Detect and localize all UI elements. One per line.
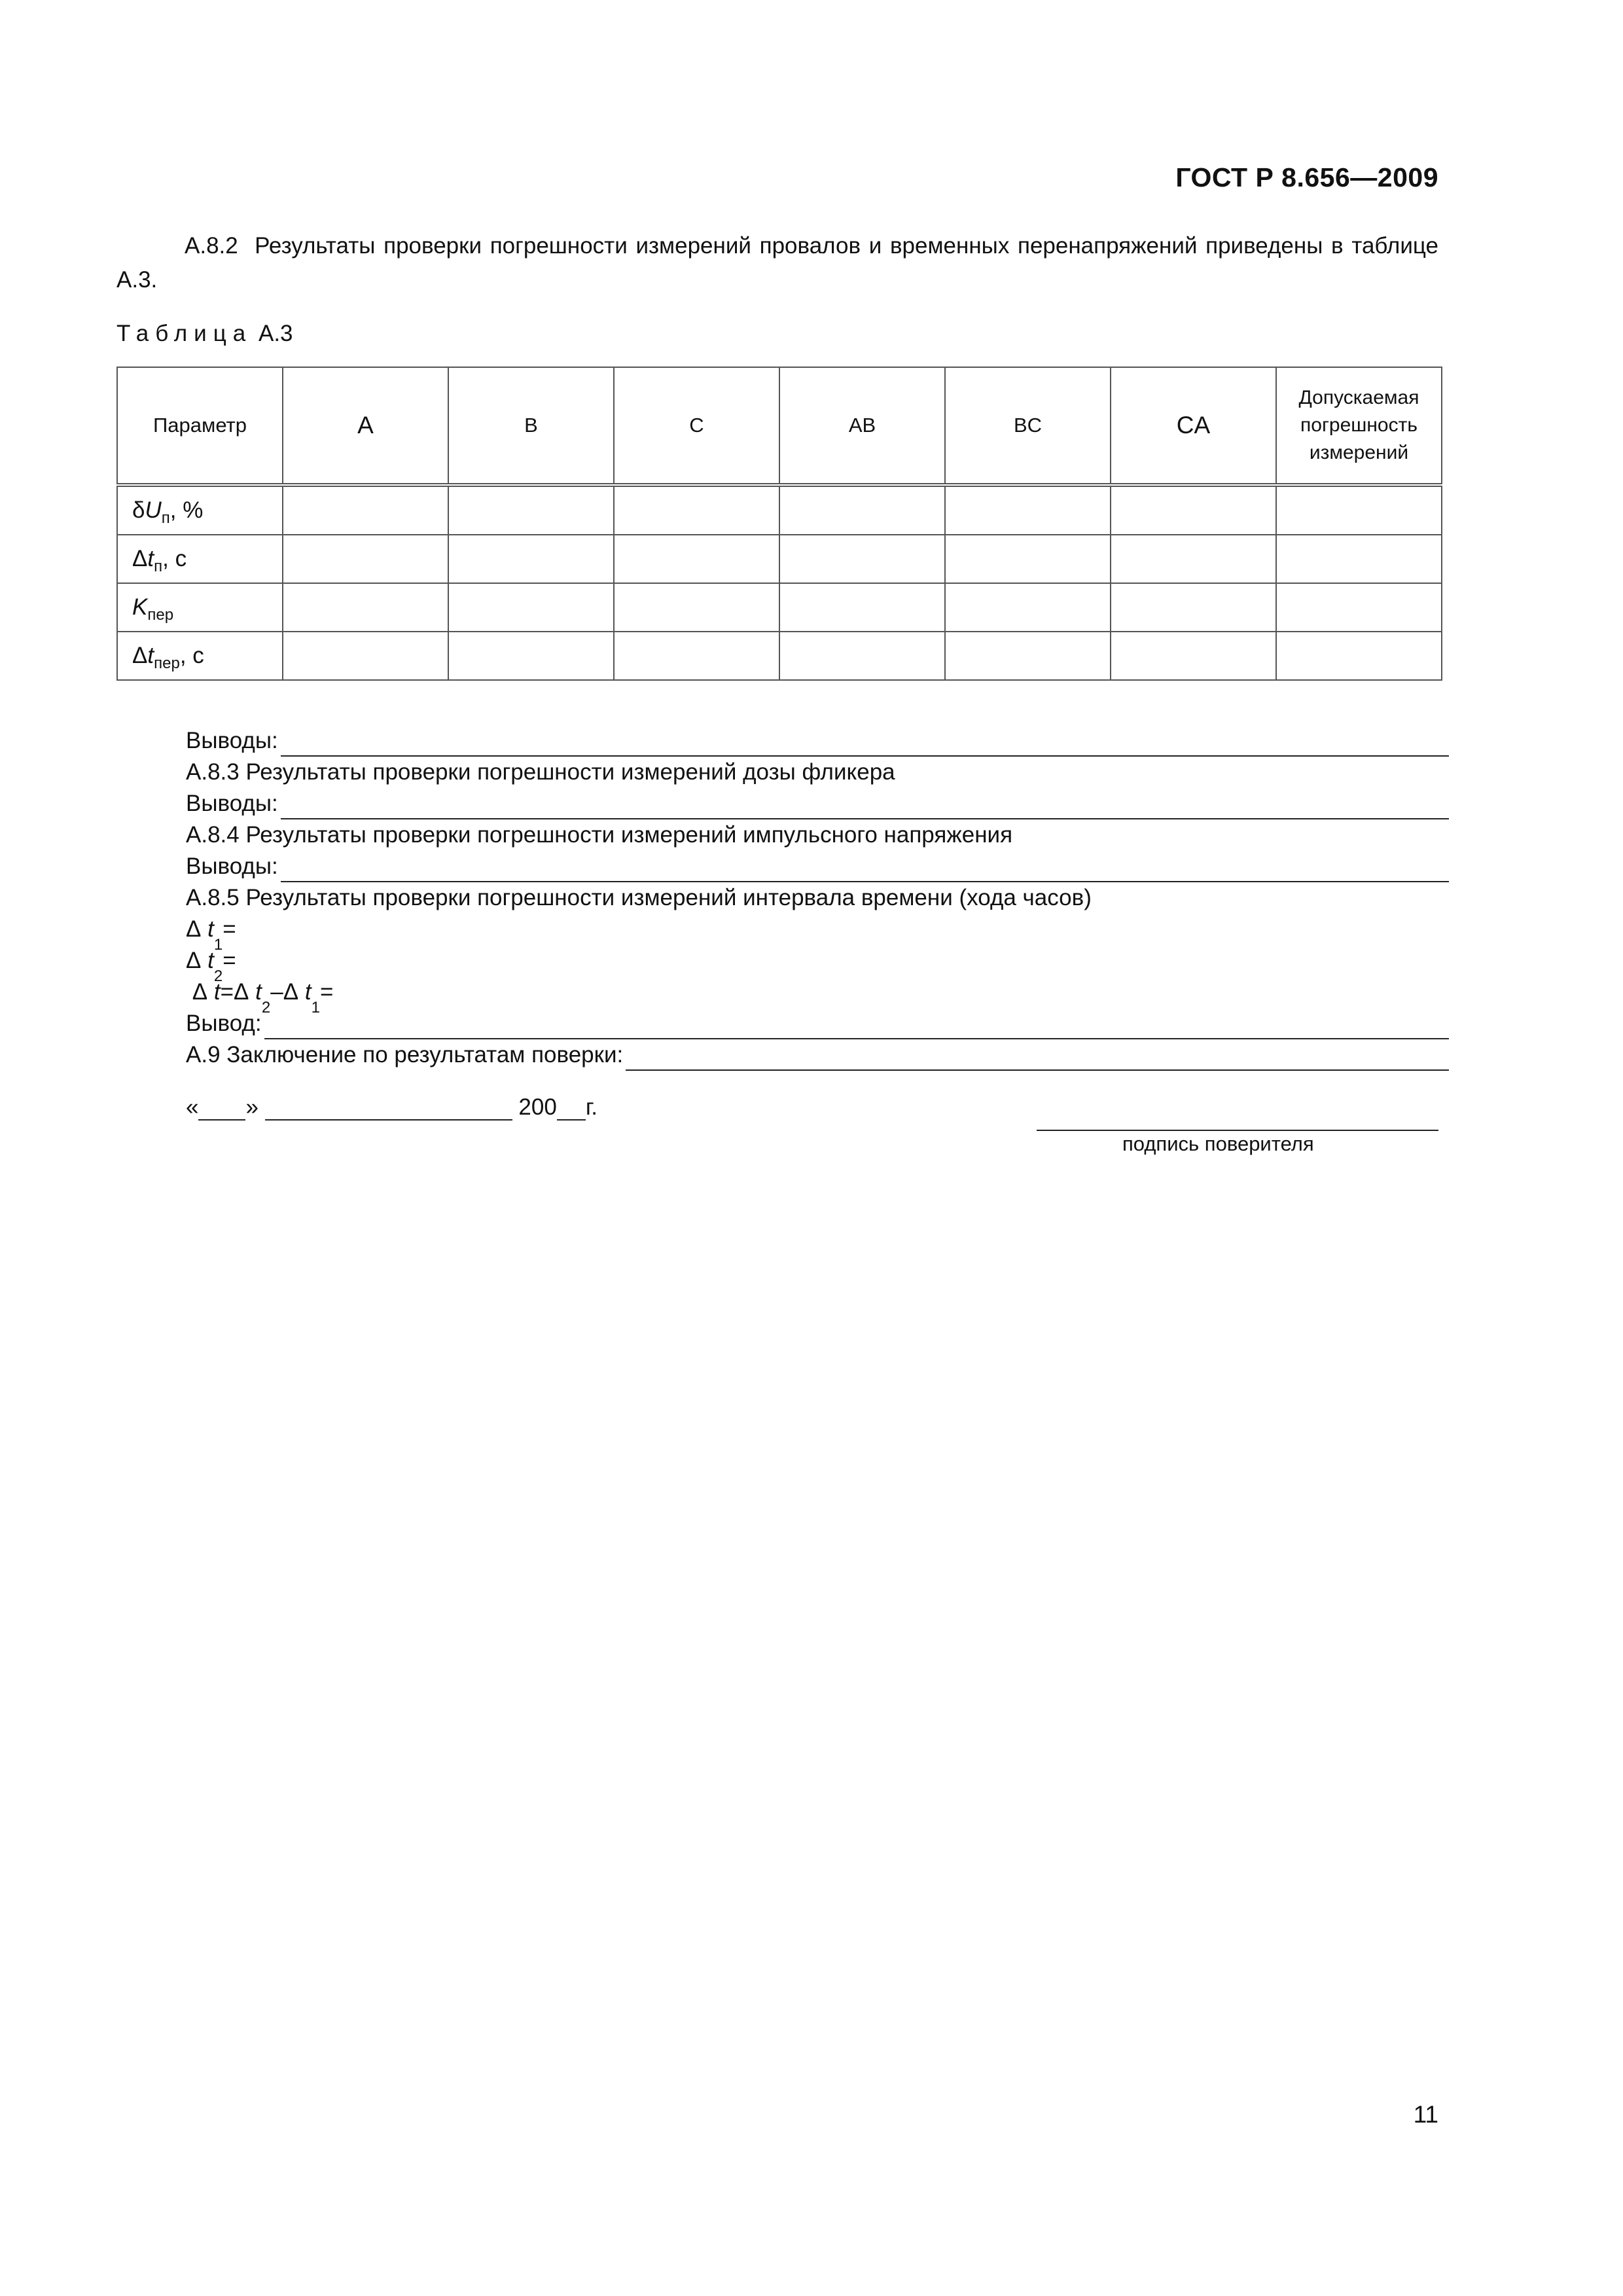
conclusions-label: Выводы:: [186, 728, 278, 753]
intro-paragraph: [116, 229, 1438, 297]
value-cell: [283, 583, 448, 632]
conclusions-blank[interactable]: [281, 729, 1449, 757]
value-cell: [945, 583, 1111, 632]
table-row: [117, 632, 1442, 680]
conclusion-label: Вывод:: [186, 1011, 262, 1036]
conclusions-line: [186, 788, 1449, 819]
final-conclusion-line: [186, 1039, 1449, 1071]
value-cell: [1276, 583, 1442, 632]
final-conclusion-blank[interactable]: [626, 1043, 1449, 1071]
table-caption-number: А.3: [258, 321, 293, 346]
table-caption: [116, 321, 293, 347]
table-row: [117, 485, 1442, 535]
value-cell: [283, 632, 448, 680]
value-cell: [448, 632, 614, 680]
header-tolerance: Допускаемая погрешность измерений: [1276, 367, 1442, 485]
table-header-row: [117, 367, 1442, 485]
value-cell: [1111, 535, 1276, 583]
value-cell: [448, 535, 614, 583]
value-cell: [614, 485, 779, 535]
standard-designation: ГОСТ Р 8.656—2009: [1175, 162, 1438, 192]
value-cell: [283, 535, 448, 583]
results-table: [116, 367, 1442, 681]
date-line: « » 200 г.: [186, 1094, 598, 1120]
table-caption-word: Таблица: [116, 321, 253, 346]
delta-t1-line: Δ t 1 =: [186, 916, 236, 954]
delta-t2-line: Δ t 2 =: [186, 948, 236, 985]
value-cell: [1111, 632, 1276, 680]
conclusions-blank[interactable]: [281, 855, 1449, 882]
value-cell: [614, 632, 779, 680]
conclusions-line: [186, 725, 1449, 757]
header-phase-a: A: [283, 367, 448, 485]
signature-caption: подпись поверителя: [1122, 1132, 1314, 1155]
intro-text: Результаты проверки погрешности измерений провалов и временных перенапряжений приведены в таблице А.3.: [116, 233, 1438, 293]
conclusion-blank[interactable]: [264, 1012, 1449, 1039]
value-cell: [1276, 632, 1442, 680]
table-row: [117, 583, 1442, 632]
value-cell: [779, 535, 945, 583]
clause-a83: А.8.3 Результаты проверки погрешности измерений дозы фликера: [186, 759, 895, 785]
value-cell: [779, 485, 945, 535]
header-phase-bc: BC: [945, 367, 1111, 485]
header-parameter: Параметр: [117, 367, 283, 485]
value-cell: [1276, 485, 1442, 535]
conclusions-blank[interactable]: [281, 792, 1449, 819]
param-cell: $\delta U_п$, %: [117, 485, 283, 535]
param-cell: $\Delta t_п$, с: [117, 535, 283, 583]
value-cell: [1276, 535, 1442, 583]
value-cell: [945, 632, 1111, 680]
value-cell: [1111, 583, 1276, 632]
header-phase-ca: CA: [1111, 367, 1276, 485]
clause-a85: А.8.5 Результаты проверки погрешности измерений интервала времени (хода часов): [186, 885, 1092, 910]
clause-a84: А.8.4 Результаты проверки погрешности измерений импульсного напряжения: [186, 822, 1013, 848]
page-number: 11: [1413, 2101, 1438, 2128]
value-cell: [614, 583, 779, 632]
delta-t-line: Δ t = Δ t 2 – Δ t 1 =: [192, 979, 334, 1016]
value-cell: [945, 535, 1111, 583]
value-cell: [779, 583, 945, 632]
conclusions-line: [186, 851, 1449, 882]
conclusion-line: [186, 1008, 1449, 1039]
param-cell: $K_{пер}$: [117, 583, 283, 632]
clause-a9: А.9 Заключение по результатам поверки:: [186, 1042, 624, 1067]
table-row: [117, 535, 1442, 583]
signature-line[interactable]: [1037, 1130, 1438, 1131]
value-cell: [614, 535, 779, 583]
conclusions-label: Выводы:: [186, 853, 278, 879]
conclusions-label: Выводы:: [186, 791, 278, 816]
value-cell: [1111, 485, 1276, 535]
value-cell: [945, 485, 1111, 535]
day-blank[interactable]: [198, 1096, 245, 1121]
value-cell: [448, 485, 614, 535]
value-cell: [448, 583, 614, 632]
value-cell: [779, 632, 945, 680]
year-blank[interactable]: [557, 1096, 586, 1121]
param-cell: $\Delta t_{пер}$, с: [117, 632, 283, 680]
header-phase-b: B: [448, 367, 614, 485]
header-phase-ab: AB: [779, 367, 945, 485]
value-cell: [283, 485, 448, 535]
header-phase-c: C: [614, 367, 779, 485]
month-blank[interactable]: [265, 1096, 512, 1121]
intro-clause: А.8.2: [185, 233, 238, 259]
verification-form: [186, 725, 1449, 1071]
